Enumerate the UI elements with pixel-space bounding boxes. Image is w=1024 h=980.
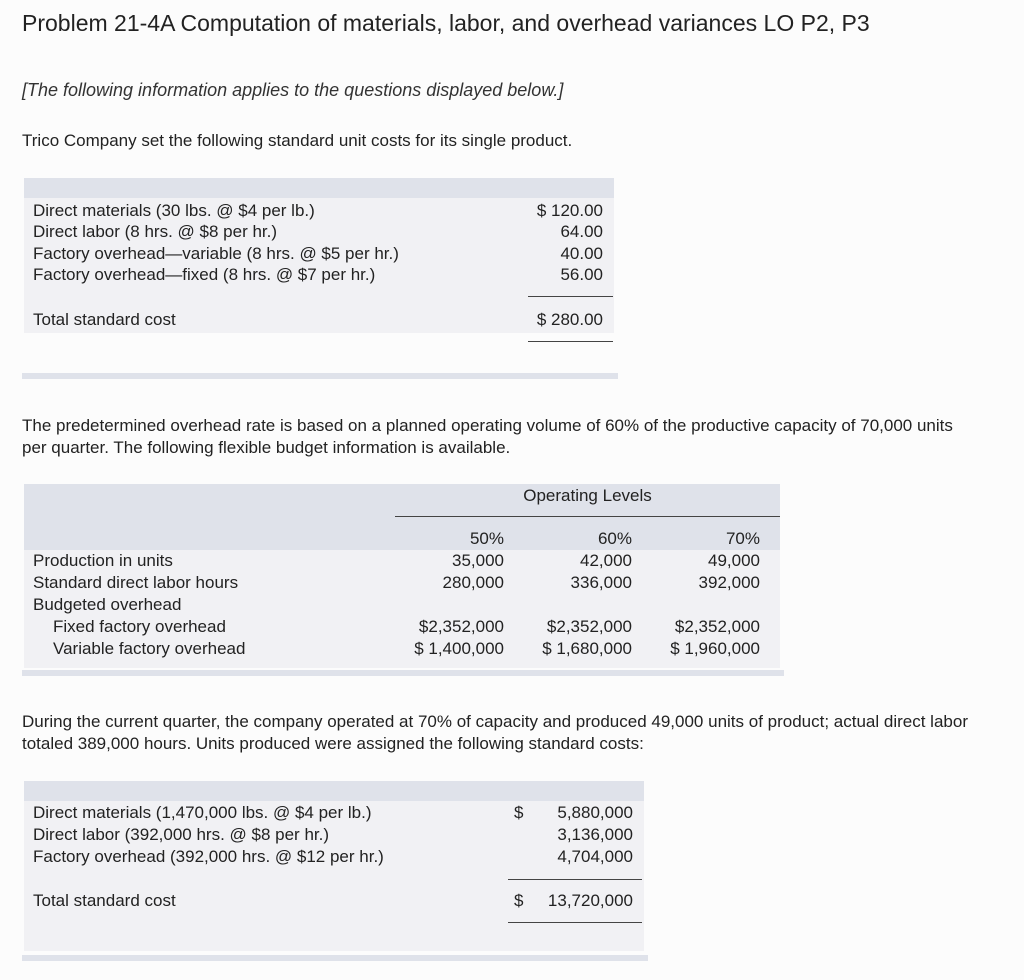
row-label: Direct materials (30 lbs. @ $4 per lb.) xyxy=(33,201,315,220)
subtotal-rule xyxy=(508,879,642,880)
intro-text: Trico Company set the following standard unit costs for its single product. xyxy=(22,131,573,150)
row-label: Direct labor (392,000 hrs. @ $8 per hr.) xyxy=(33,825,330,844)
table-footer-bar xyxy=(22,670,784,676)
total-label: Total standard cost xyxy=(33,891,176,910)
row-value: 4,704,000 xyxy=(557,847,633,866)
row-value: 40.00 xyxy=(560,244,603,263)
row-value: 5,880,000 xyxy=(557,803,633,822)
row-label: Factory overhead—fixed (8 hrs. @ $7 per hr.) xyxy=(33,265,376,284)
cell-value: $2,352,000 xyxy=(418,617,504,636)
row-label: Budgeted overhead xyxy=(33,595,182,614)
column-header-70: 70% xyxy=(725,529,760,548)
row-label: Direct materials (1,470,000 lbs. @ $4 per lb.) xyxy=(33,803,372,822)
dollar-sign: $ xyxy=(514,891,524,910)
operating-levels-header: Operating Levels xyxy=(523,486,652,505)
subtotal-rule xyxy=(528,296,613,297)
info-note: [The following information applies to the questions displayed below.] xyxy=(22,80,564,100)
row-value: 3,136,000 xyxy=(557,825,633,844)
total-label: Total standard cost xyxy=(33,310,176,329)
row-value: 56.00 xyxy=(560,265,603,284)
row-value: 64.00 xyxy=(560,222,603,241)
cell-value: $2,352,000 xyxy=(546,617,632,636)
current-quarter-paragraph: During the current quarter, the company operated at 70% of capacity and produced 49,000 units of product; actual direct labor totaled 389,000 hours. Units produced were assigned the following standard costs: xyxy=(22,712,968,753)
cell-value: 336,000 xyxy=(570,573,632,592)
dollar-sign: $ xyxy=(514,803,524,822)
table-header-band xyxy=(24,781,644,801)
cell-value: $ 1,960,000 xyxy=(670,639,760,658)
column-header-60: 60% xyxy=(597,529,632,548)
table-footer-bar xyxy=(22,955,648,961)
row-label: Factory overhead (392,000 hrs. @ $12 per hr.) xyxy=(33,847,384,866)
cell-value: 280,000 xyxy=(442,573,504,592)
row-value: $ 120.00 xyxy=(536,201,603,220)
cell-value: $ 1,400,000 xyxy=(414,639,504,658)
column-header-50: 50% xyxy=(469,529,504,548)
row-label: Production in units xyxy=(33,551,173,570)
total-rule xyxy=(508,922,642,923)
page-title: Problem 21-4A Computation of materials, labor, and overhead variances LO P2, P3 xyxy=(22,10,870,36)
cell-value: $2,352,000 xyxy=(674,617,760,636)
total-value: $ 280.00 xyxy=(536,310,603,329)
row-label: Direct labor (8 hrs. @ $8 per hr.) xyxy=(33,222,278,241)
table-header-band xyxy=(24,178,614,198)
cell-value: 392,000 xyxy=(698,573,760,592)
table-footer-bar xyxy=(22,373,618,379)
cell-value: $ 1,680,000 xyxy=(542,639,632,658)
row-label: Variable factory overhead xyxy=(53,639,246,658)
total-value: 13,720,000 xyxy=(547,891,633,910)
row-label: Standard direct labor hours xyxy=(33,573,239,592)
row-label: Fixed factory overhead xyxy=(53,617,226,636)
capacity-paragraph: The predetermined overhead rate is based on a planned operating volume of 60% of the productive capacity of 70,000 units per quarter. The following flexible budget information is available. xyxy=(22,416,953,457)
cell-value: 49,000 xyxy=(708,551,760,570)
total-rule xyxy=(528,341,613,342)
row-label: Factory overhead—variable (8 hrs. @ $5 per hr.) xyxy=(33,244,399,263)
cell-value: 35,000 xyxy=(452,551,504,570)
header-rule xyxy=(395,516,780,517)
cell-value: 42,000 xyxy=(580,551,632,570)
